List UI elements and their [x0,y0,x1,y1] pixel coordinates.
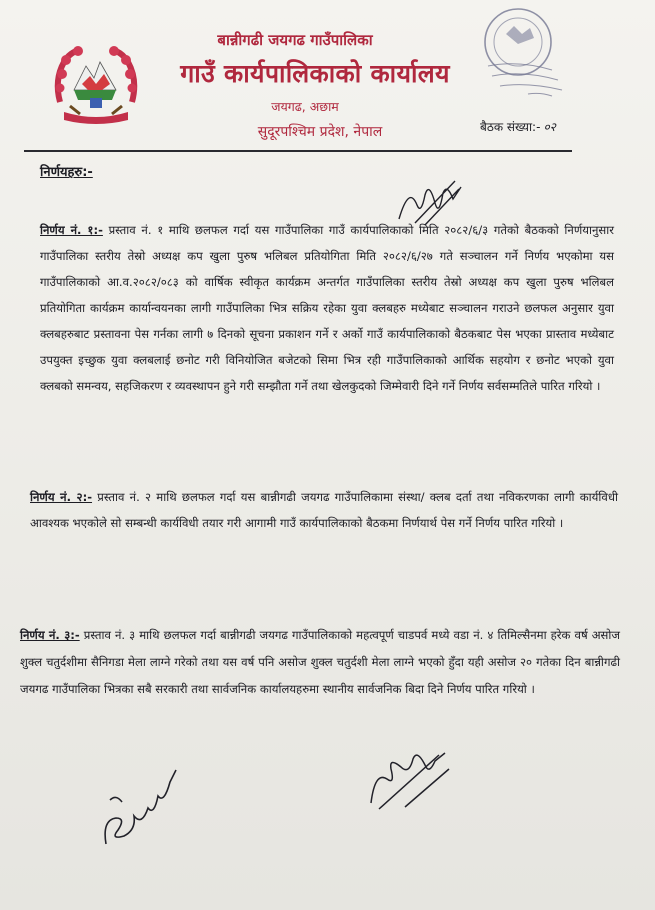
meeting-number [480,118,556,135]
letterhead-municipality: बान्नीगढी जयगढ गाउँपालिका [217,31,373,49]
meeting-number-value: ०२ [543,120,556,134]
meeting-number-label: बैठक संख्या:- [480,120,541,134]
decision-3 [20,622,620,703]
signature-bottom-right [365,745,455,815]
letterhead-province: सुदूरपश्चिम प्रदेश, नेपाल [257,124,383,140]
decision-2-text: प्रस्ताव नं. २ माथि छलफल गर्दा यस बान्नीगढी जयगढ गाउँपालिकामा संस्था/ क्लब दर्ता तथा नविकरणका लागी कार्यविधी आवश्यक भएकोले सो सम्बन्धी कार्यविधी तयार गरी आगामी गाउँ कार्यपालिकाको बैठकमा निर्णयार्थ पेस गर्ने निर्णय पारित गरियो । [30,490,618,530]
decision-2-title: निर्णय नं. २:- [30,490,93,504]
decision-3-title: निर्णय नं. ३:- [20,628,80,642]
header-divider [24,150,572,152]
decision-1 [40,217,614,399]
decision-2 [30,484,618,536]
signature-bottom-left [96,760,186,850]
decision-1-text: प्रस्ताव नं. १ माथि छलफल गर्दा यस गाउँपालिका गाउँ कार्यपालिकाको मिति २०८२/६/३ गतेको बैठकको निर्णयानुसार गाउँपालिका स्तरीय तेस्रो अध्यक्ष कप खुला पुरुष भलिबल प्रतियोगिता मिति २०८२/६/२७ गते सञ्चालन गर्ने निर्णय भएकोमा यस गाउँपालिकाको आ.व.२०८२/०८३ को वार्षिक स्वीकृत कार्यक्रम अन्तर्गत गाउँपालिका स्तरीय तेस्रो अध्यक्ष कप खुला पुरुष भलिबल प्रतियोगिता कार्यक्रम कार्यान्वयनका लागी गाउँपालिका भित्र सक्रिय रहेका युवा क्लबहरु मध्येबाट सञ्चालन गराउने छलफल अनुसार युवा क्लबहरुबाट प्रस्तावना पेस गर्नका लागी ७ दिनको सूचना प्रकाशन गर्ने र अर्को गाउँ कार्यपालिकाको बैठकबाट पेस भएका प्रास्ताव मध्येबाट उपयुक्त इच्छुक युवा क्लबलाई छनोट गरी विनियोजित बजेटको सिमा भित्र रही गाउँपालिकाको आर्थिक सहयोग र छनोट भएको युवा क्लबको समन्वय, सहजिकरण र व्यवस्थापन हुने गरी सम्झौता गर्ने तथा खेलकुदको जिम्मेवारी दिने गर्ने निर्णय सर्वसम्मतिले पारित गरियो । [40,223,614,393]
decisions-heading: निर्णयहरु:- [40,165,93,180]
decision-3-text: प्रस्ताव नं. ३ माथि छलफल गर्दा बान्नीगढी जयगढ गाउँपालिकाको महत्वपूर्ण चाडपर्व मध्ये वडा नं. ४ तिमिल्सैनमा हरेक वर्ष असोज शुक्ल चतुर्दशीमा सैनिगडा मेला लाग्ने गरेको तथा यस वर्ष पनि असोज शुक्ल चतुर्दशी मेला लाग्ने भएको हुँदा यही असोज २० गतेका दिन बान्नीगढी जयगढ गाउँपालिका भित्रका सबै सरकारी तथा सार्वजनिक कार्यालयहरुमा स्थानीय सार्वजनिक बिदा दिने निर्णय पारित गरियो । [20,628,620,696]
letterhead-office-title: गाउँ कार्यपालिकाको कार्यालय [180,59,450,88]
nepal-emblem-icon [50,40,142,126]
decision-1-title: निर्णय नं. १:- [40,223,103,237]
official-seal-stamp [478,4,574,100]
letterhead-address: जयगढ, अछाम [271,99,339,114]
